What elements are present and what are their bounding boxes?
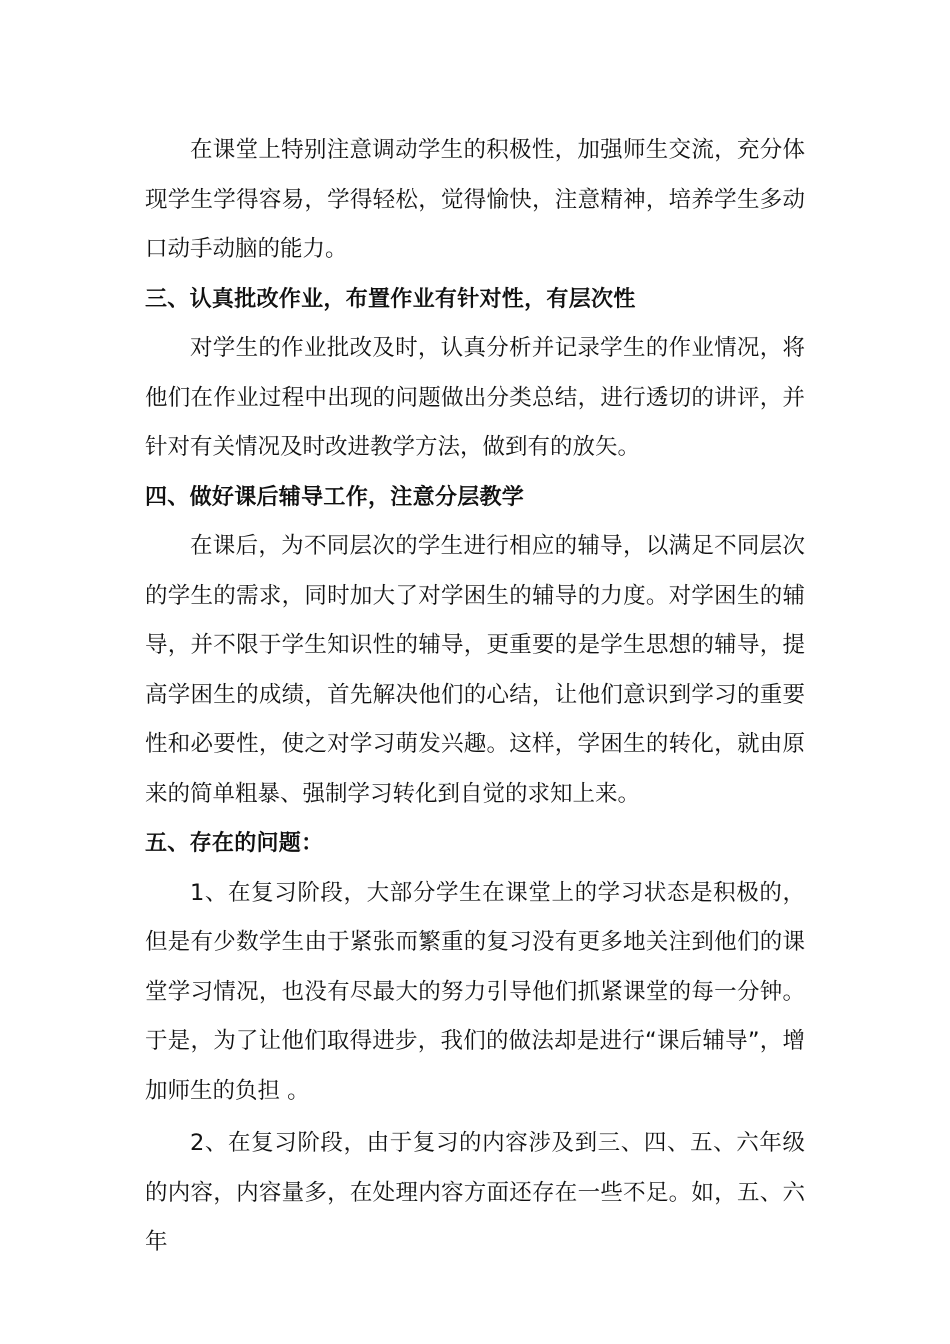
paragraph-problem-1: 1、在复习阶段，大部分学生在课堂上的学习状态是积极的，但是有少数学生由于紧张而繁重的复习没有更多地关注到他们的课堂学习情况，也没有尽最大的努力引导他们抓紧课堂的每一分钟。于是，为了让他们取得进步，我们的做法却是进行“课后辅导”，增加师生的负担 。: [145, 879, 805, 1104]
section-heading-tutoring: 四、做好课后辅导工作，注意分层教学: [145, 484, 525, 510]
paragraph-classroom-engagement: 在课堂上特别注意调动学生的积极性，加强师生交流，充分体现学生学得容易，学得轻松，觉得愉快，注意精神，培养学生多动口动手动脑的能力。: [145, 137, 805, 262]
document-body: [145, 126, 805, 1268]
section-heading-homework: 三、认真批改作业，布置作业有针对性，有层次性: [145, 286, 636, 312]
section-heading-problems: 五、存在的问题：: [145, 831, 324, 856]
paragraph-homework-correction: 对学生的作业批改及时，认真分析并记录学生的作业情况，将他们在作业过程中出现的问题做出分类总结，进行透切的讲评，并针对有关情况及时改进教学方法，做到有的放矢。: [145, 335, 805, 460]
paragraph-after-class-tutoring: 在课后，为不同层次的学生进行相应的辅导，以满足不同层次的学生的需求，同时加大了对学困生的辅导的力度。对学困生的辅导，并不限于学生知识性的辅导，更重要的是学生思想的辅导，提高学困生的成绩，首先解决他们的心结，让他们意识到学习的重要性和必要性，使之对学习萌发兴趣。这样，学困生的转化，就由原来的简单粗暴、强制学习转化到自觉的求知上来。: [145, 533, 805, 807]
paragraph-problem-2: 2、在复习阶段，由于复习的内容涉及到三、四、五、六年级的内容，内容量多，在处理内容方面还存在一些不足。如，五、六年: [145, 1130, 805, 1255]
